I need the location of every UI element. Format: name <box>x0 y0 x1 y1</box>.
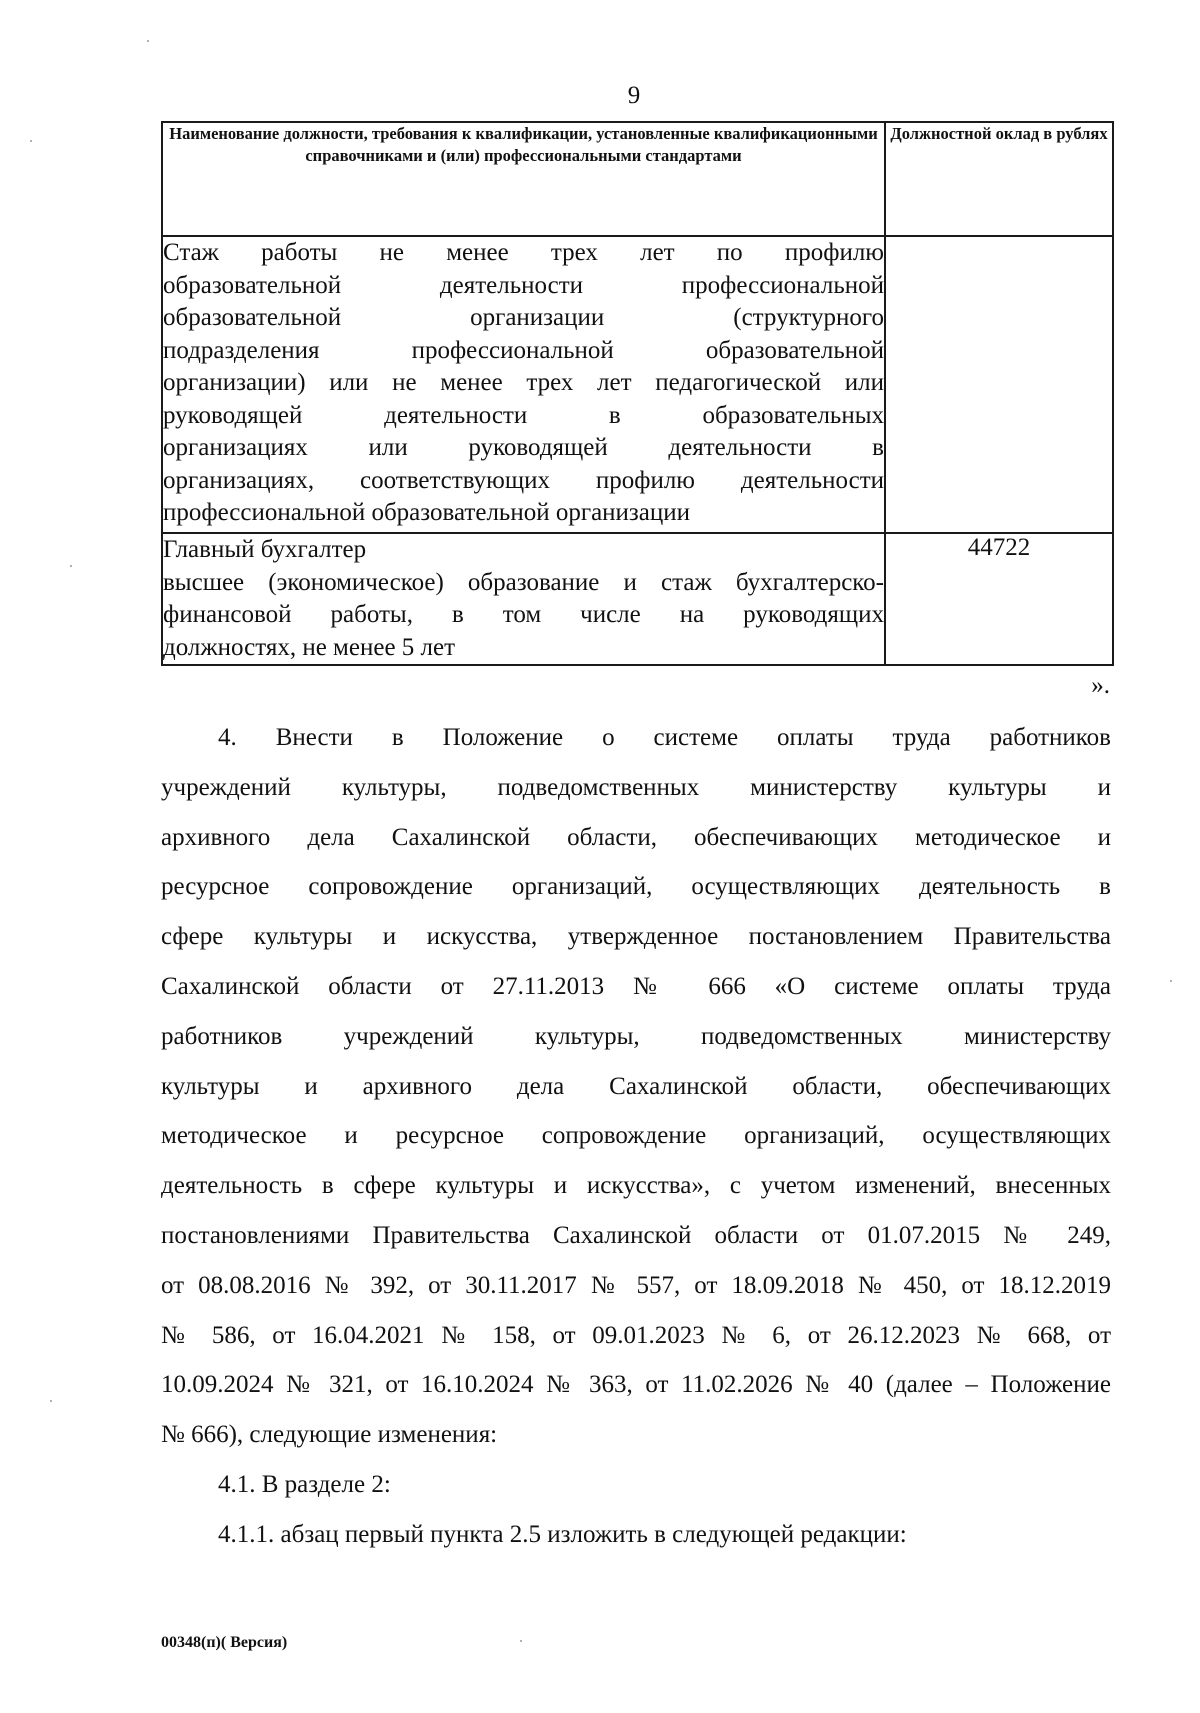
cell-line: подразделения профессиональной образовательной <box>163 336 884 364</box>
paragraph-line: архивного дела Сахалинской области, обеспечивающих методическое и <box>161 823 1111 851</box>
header-salary: Должностной оклад в рублях <box>885 122 1113 236</box>
paragraph-line: от 08.08.2016 № 392, от 30.11.2017 № 557, от 18.09.2018 № 450, от 18.12.2019 <box>161 1271 1111 1299</box>
cell-line: организации) или не менее трех лет педагогической или <box>163 369 884 396</box>
scan-speck <box>520 1640 522 1642</box>
paragraph-line: № 586, от 16.04.2021 № 158, от 09.01.2023 № 6, от 26.12.2023 № 668, от <box>161 1321 1111 1349</box>
salary-cell: 44722 <box>885 533 1113 665</box>
cell-line: профессиональной образовательной организации <box>163 499 691 526</box>
paragraph-line: сфере культуры и искусства, утвержденное постановлением Правительства <box>161 923 1111 951</box>
subsection-4-1: 4.1. В разделе 2: <box>218 1470 391 1498</box>
paragraph-line: 4. Внести в Положение о системе оплаты труда работников <box>218 724 1111 751</box>
paragraph-line: учреждений культуры, подведомственных министерству культуры и <box>161 773 1111 801</box>
paragraph-line: культуры и архивного дела Сахалинской области, обеспечивающих <box>161 1072 1111 1100</box>
subsection-4-1-1: 4.1.1. абзац первый пункта 2.5 изложить в следующей редакции: <box>218 1520 907 1548</box>
closing-quote: ». <box>1091 672 1110 699</box>
cell-line: Стаж работы не менее трех лет по профилю <box>163 239 884 266</box>
scan-speck <box>147 40 149 42</box>
page-number: 9 <box>627 82 641 109</box>
paragraph-line: 10.09.2024 № 321, от 16.10.2024 № 363, от 11.02.2026 № 40 (далее – Положение <box>161 1371 1111 1399</box>
cell-line: руководящей деятельности в образовательных <box>163 401 884 429</box>
table-row <box>162 236 1113 533</box>
paragraph-line: № 666), следующие изменения: <box>161 1421 498 1449</box>
scan-speck <box>1170 980 1172 982</box>
requirements-cell <box>162 533 885 665</box>
scan-speck <box>30 140 32 142</box>
paragraph-line: методическое и ресурсное сопровождение организаций, осуществляющих <box>161 1122 1111 1150</box>
salary-cell <box>885 236 1113 533</box>
paragraph-4 <box>161 713 1111 1460</box>
cell-line: организациях или руководящей деятельности в <box>163 434 884 461</box>
scan-speck <box>70 565 72 567</box>
cell-line: организациях, соответствующих профилю деятельности <box>163 466 884 494</box>
table-row <box>162 533 1113 665</box>
paragraph-line: ресурсное сопровождение организаций, осуществляющих деятельность в <box>161 873 1111 901</box>
cell-line: высшее (экономическое) образование и стаж бухгалтерско- <box>163 568 884 596</box>
scan-speck <box>50 1400 52 1402</box>
paragraph-line: Сахалинской области от 27.11.2013 № 666 «О системе оплаты труда <box>161 972 1111 1000</box>
table-header-row <box>162 122 1113 236</box>
paragraph-line: работников учреждений культуры, подведомственных министерству <box>161 1022 1111 1050</box>
salary-table <box>161 121 1114 666</box>
paragraph-line: постановлениями Правительства Сахалинской области от 01.07.2015 № 249, <box>161 1221 1111 1249</box>
requirements-cell <box>162 236 885 533</box>
cell-line: должностях, не менее 5 лет <box>163 633 456 661</box>
cell-line: образовательной деятельности профессиональной <box>163 271 884 299</box>
header-position: Наименование должности, требования к квалификации, установленные квалификационными справочниками и (или) профессиональными стандартами <box>162 122 885 236</box>
cell-line: финансовой работы, в том числе на руководящих <box>163 601 884 628</box>
cell-line: Главный бухгалтер <box>163 536 367 563</box>
body-text <box>161 713 1111 1560</box>
cell-line: образовательной организации (структурного <box>163 304 884 331</box>
document-footer-code: 00348(п)( Версия) <box>161 1634 288 1651</box>
paragraph-line: деятельность в сфере культуры и искусства», с учетом изменений, внесенных <box>161 1172 1111 1200</box>
